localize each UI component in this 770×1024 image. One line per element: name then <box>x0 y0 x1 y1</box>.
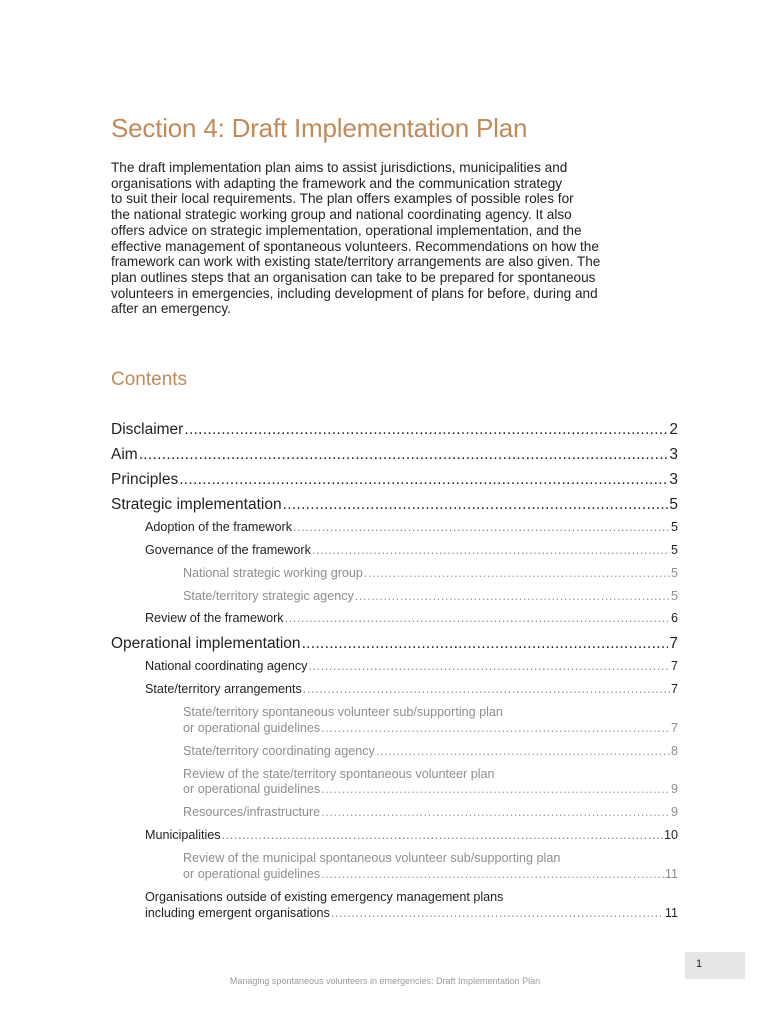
toc-leader-dots <box>321 721 670 735</box>
toc-entry-strategic-implementation[interactable] <box>111 496 678 516</box>
intro-line: effective management of spontaneous volunteers. Recommendations on how the <box>111 238 599 254</box>
toc-page-number: 2 <box>669 421 678 438</box>
toc-entry-state-coordinating-agency[interactable] <box>183 744 678 760</box>
toc-leader-dots <box>321 867 664 881</box>
toc-leader-dots <box>312 543 670 557</box>
toc-page-number: 9 <box>670 782 678 796</box>
toc-entry-orgs-outside[interactable] <box>145 906 678 922</box>
toc-entry-title: or operational guidelines <box>183 867 321 881</box>
toc-page-number: 7 <box>670 682 678 696</box>
toc-entry-municipalities[interactable] <box>145 828 678 844</box>
toc-entry-state-strategic-agency[interactable] <box>183 589 678 605</box>
toc-page-number: 10 <box>663 828 678 842</box>
toc-page-number: 7 <box>670 721 678 735</box>
intro-line: to suit their local requirements. The plan offers examples of possible roles for <box>111 191 574 207</box>
toc-page-number: 5 <box>670 589 678 603</box>
toc-entry-review-municipal-plan[interactable] <box>183 867 678 883</box>
toc-entry-review-municipal-line1: Review of the municipal spontaneous volunteer sub/supporting plan <box>183 851 561 865</box>
toc-leader-dots <box>376 744 670 758</box>
toc-leader-dots <box>303 682 670 696</box>
section-title: Section 4: Draft Implementation Plan <box>111 113 528 143</box>
toc-entry-title: State/territory coordinating agency <box>183 744 375 758</box>
toc-entry-adoption[interactable] <box>145 520 678 536</box>
toc-page-number: 6 <box>670 611 678 625</box>
toc-entry-title: or operational guidelines <box>183 721 321 735</box>
toc-entry-title: Aim <box>111 446 138 463</box>
intro-line: the national strategic working group and national coordinating agency. It also <box>111 207 572 223</box>
toc-page-number: 3 <box>669 471 678 488</box>
toc-entry-title: National coordinating agency <box>145 659 308 673</box>
toc-entry-title: or operational guidelines <box>183 782 321 796</box>
toc-leader-dots <box>222 828 663 842</box>
toc-page-number: 11 <box>664 867 678 881</box>
toc-page-number: 7 <box>670 659 678 673</box>
toc-entry-orgs-outside-line1: Organisations outside of existing emergency management plans <box>145 890 504 904</box>
toc-entry-title: Principles <box>111 471 179 488</box>
intro-line: volunteers in emergencies, including development of plans for before, during and <box>111 285 598 301</box>
toc-leader-dots <box>308 659 670 673</box>
toc-entry-title: Strategic implementation <box>111 496 282 513</box>
toc-page-number: 8 <box>670 744 678 758</box>
page-number: 1 <box>696 958 703 970</box>
toc-entry-title: State/territory arrangements <box>145 682 302 696</box>
toc-leader-dots <box>321 782 670 796</box>
toc-entry-title: Operational implementation <box>111 635 301 652</box>
toc-entry-title: Adoption of the framework <box>145 520 293 534</box>
intro-line: after an emergency. <box>111 301 231 317</box>
toc-page-number: 11 <box>664 906 678 920</box>
toc-leader-dots <box>139 446 669 464</box>
toc-page-number: 5 <box>670 543 678 557</box>
toc-page-number: 9 <box>670 805 678 819</box>
page-number-box <box>685 952 745 979</box>
toc-entry-title: Resources/infrastructure <box>183 805 321 819</box>
toc-leader-dots <box>184 421 668 439</box>
toc-page-number: 3 <box>669 446 678 463</box>
toc-entry-title: including emergent organisations <box>145 906 330 920</box>
intro-line: framework can work with existing state/territory arrangements are also given. The <box>111 254 601 270</box>
toc-entry-state-plan[interactable] <box>183 721 678 737</box>
toc-entry-principles[interactable] <box>111 471 678 491</box>
page-footer: Managing spontaneous volunteers in emergencies: Draft Implementation Plan <box>229 976 541 986</box>
intro-line: plan outlines steps that an organisation can take to be prepared for spontaneous <box>111 269 596 285</box>
toc-entry-operational-implementation[interactable] <box>111 635 678 655</box>
toc-entry-state-plan-line1: State/territory spontaneous volunteer sub/supporting plan <box>183 705 503 719</box>
intro-line: The draft implementation plan aims to assist jurisdictions, municipalities and <box>111 160 568 175</box>
intro-line: offers advice on strategic implementation, operational implementation, and the <box>111 222 582 238</box>
toc-leader-dots <box>179 471 668 489</box>
toc-entry-state-arrangements[interactable] <box>145 682 678 698</box>
toc-entry-national-strategic-working-group[interactable] <box>183 566 678 582</box>
toc-leader-dots <box>364 566 670 580</box>
toc-entry-aim[interactable] <box>111 446 678 466</box>
toc-entry-review-state-line1: Review of the state/territory spontaneous volunteer plan <box>183 767 495 781</box>
toc-entry-title: Municipalities <box>145 828 221 842</box>
contents-heading: Contents <box>111 369 188 390</box>
toc-entry-governance[interactable] <box>145 543 678 559</box>
toc-entry-review-state-plan[interactable] <box>183 782 678 798</box>
toc-entry-national-coordinating-agency[interactable] <box>145 659 678 675</box>
toc-leader-dots <box>285 611 670 625</box>
toc-page-number: 7 <box>669 635 678 652</box>
toc-entry-title: Disclaimer <box>111 421 184 438</box>
intro-line: organisations with adapting the framework and the communication strategy <box>111 175 563 191</box>
toc-leader-dots <box>355 589 670 603</box>
intro-paragraph <box>111 160 691 317</box>
toc-page-number: 5 <box>670 520 678 534</box>
toc-entry-disclaimer[interactable] <box>111 421 678 441</box>
toc-page-number: 5 <box>670 566 678 580</box>
toc-entry-resources[interactable] <box>183 805 678 821</box>
toc-leader-dots <box>302 635 669 653</box>
toc-entry-review-framework[interactable] <box>145 611 678 627</box>
toc-leader-dots <box>283 496 669 514</box>
toc-entry-title: National strategic working group <box>183 566 363 580</box>
toc-page-number: 5 <box>669 496 678 513</box>
toc-entry-title: Governance of the framework <box>145 543 311 557</box>
toc-entry-title: State/territory strategic agency <box>183 589 354 603</box>
toc-entry-title: Review of the framework <box>145 611 284 625</box>
toc-leader-dots <box>331 906 664 920</box>
toc-leader-dots <box>293 520 670 534</box>
toc-leader-dots <box>321 805 670 819</box>
